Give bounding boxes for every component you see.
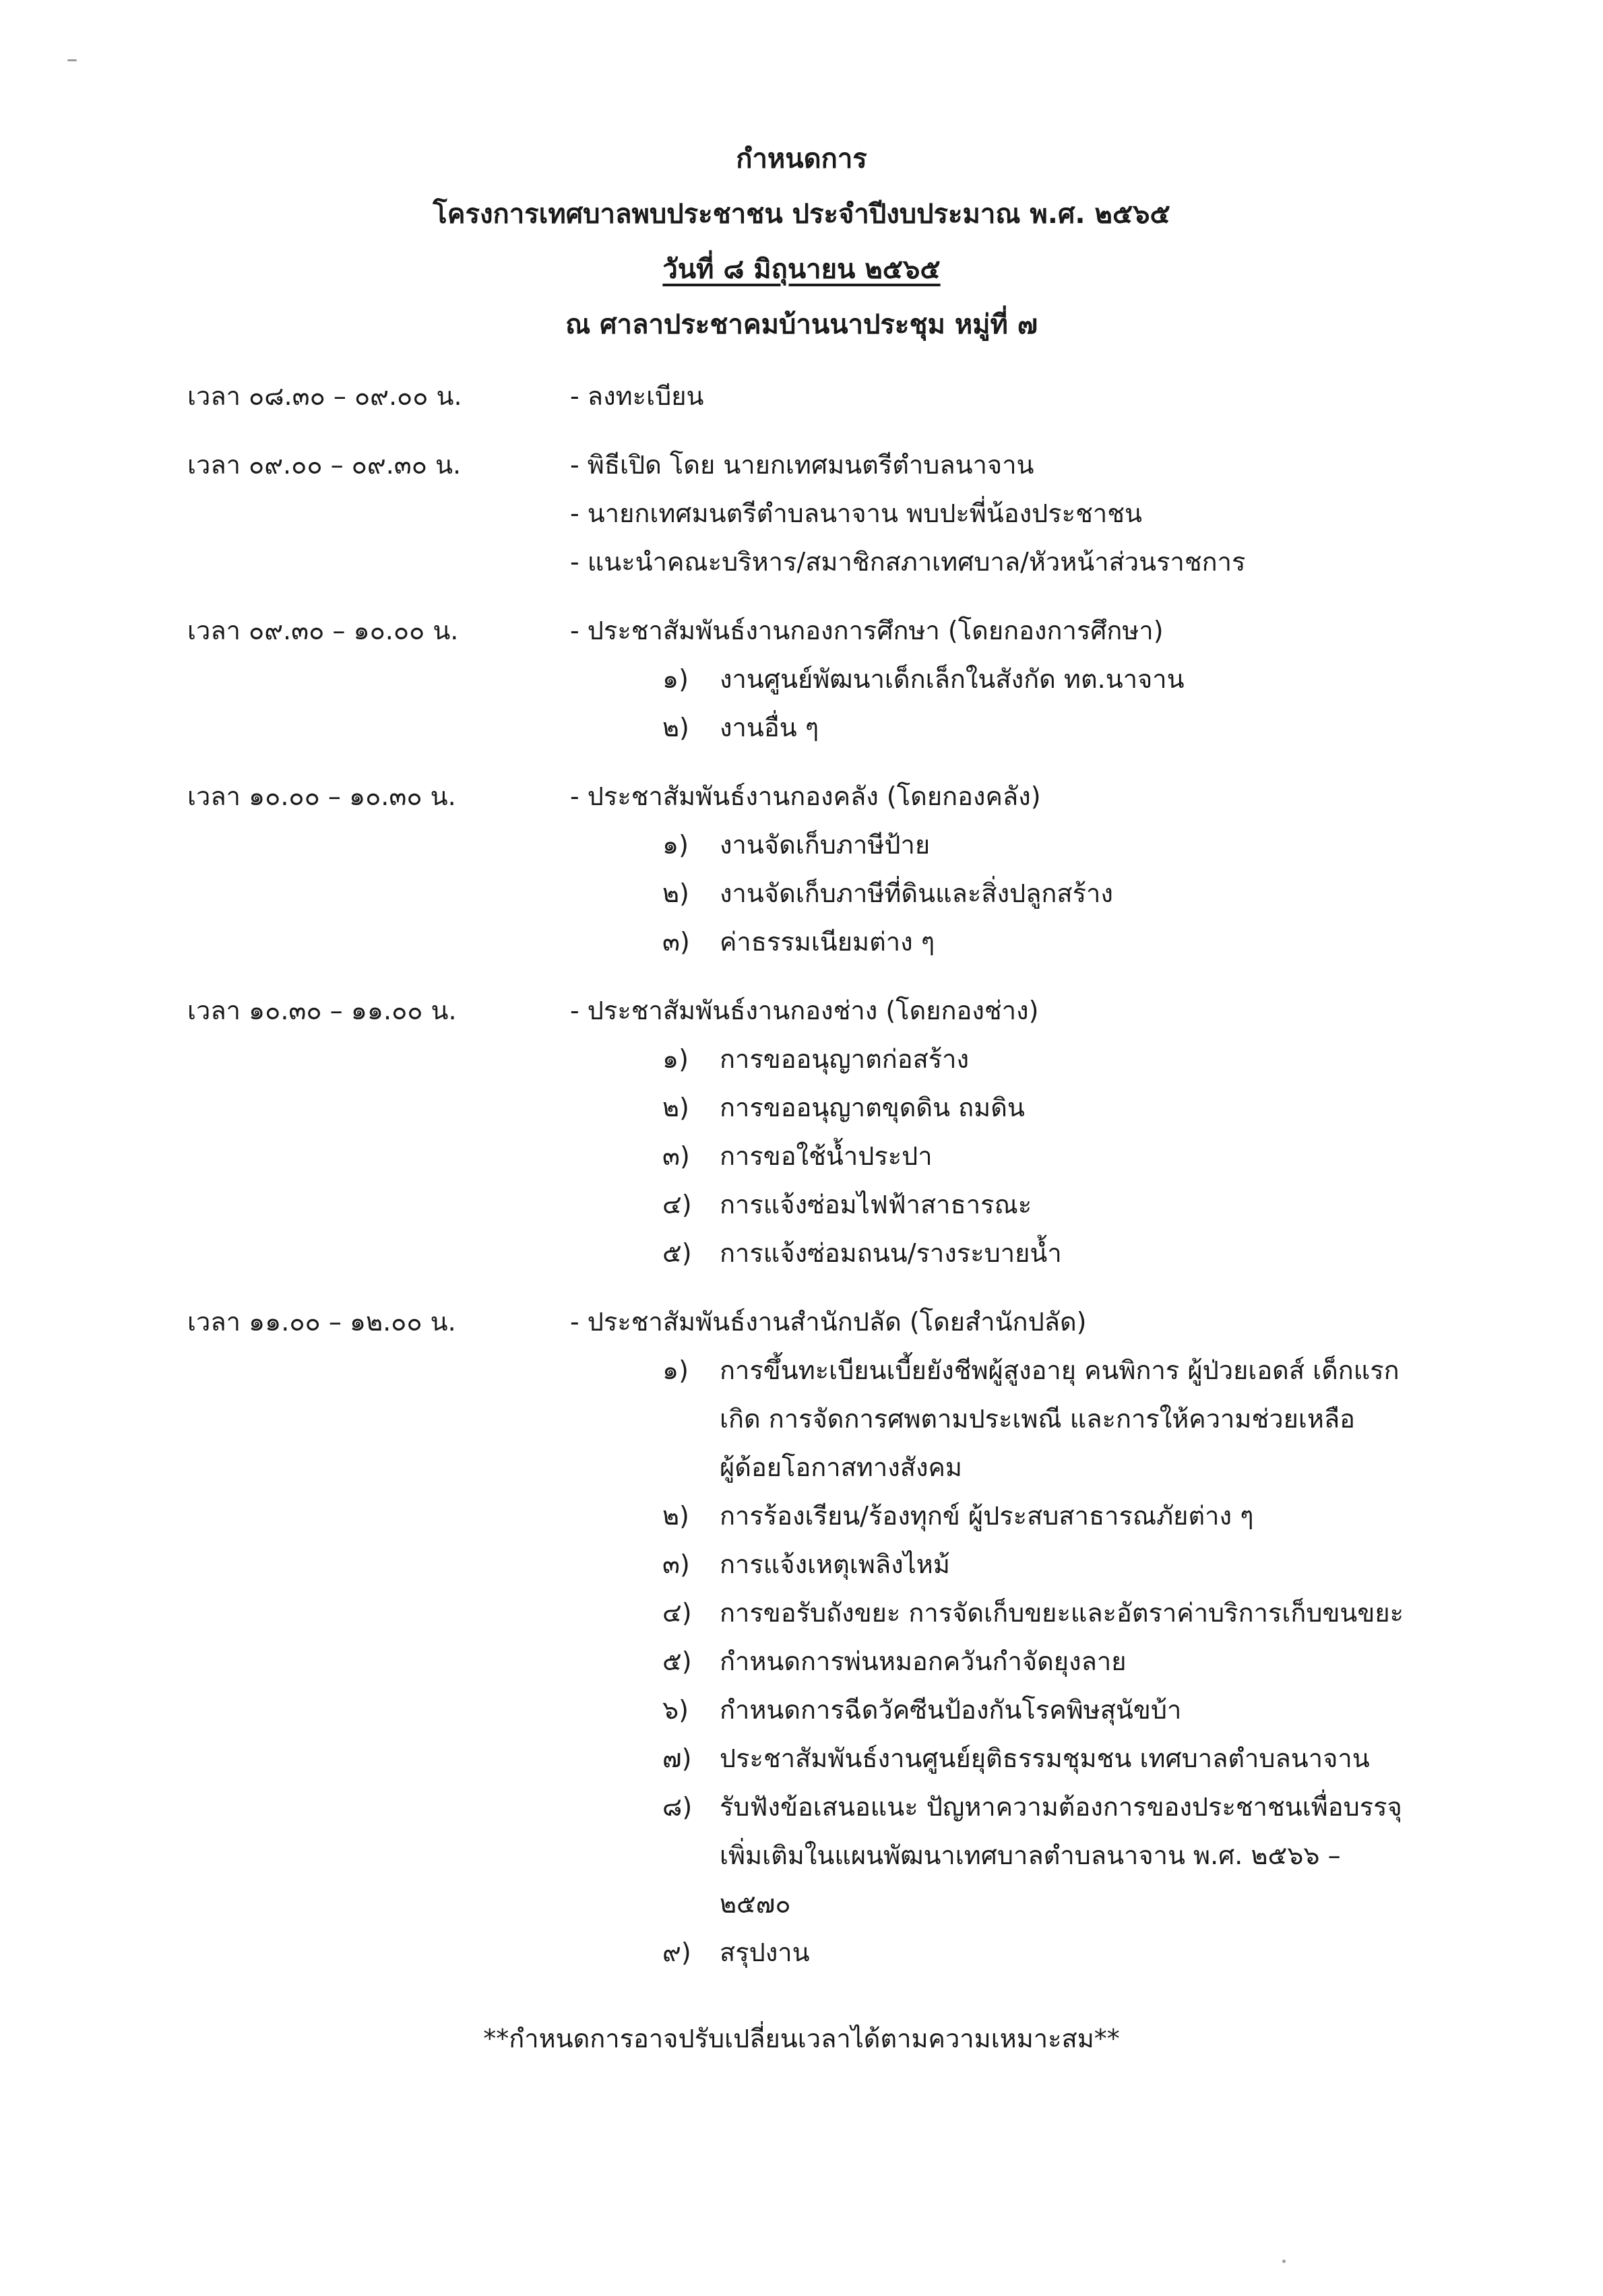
sub-item-line: งานอื่น ๆ	[720, 713, 819, 742]
sub-item-text	[720, 1928, 1434, 1977]
sub-item-text	[720, 655, 1434, 703]
sub-item-number: ๔)	[662, 1190, 692, 1219]
document-title: กำหนดการ	[736, 144, 867, 174]
sub-item-number: ๒)	[662, 1093, 689, 1122]
agenda-sub-item	[187, 655, 1441, 703]
sub-item-number: ๙)	[662, 1938, 691, 1967]
agenda-sub-item	[187, 1229, 1441, 1277]
sub-item-number: ๕)	[662, 1238, 692, 1268]
agenda-time: เวลา ๐๙.๐๐ – ๐๙.๓๐ น.	[187, 450, 462, 480]
agenda-time: เวลา ๑๐.๐๐ – ๑๐.๓๐ น.	[187, 782, 456, 811]
sub-item-text	[720, 1346, 1434, 1492]
event-date: วันที่ ๘ มิถุนายน ๒๕๖๕	[662, 254, 941, 285]
sub-item-number: ๓)	[662, 927, 690, 957]
sub-item-text	[720, 918, 1434, 966]
agenda-row	[187, 372, 1441, 420]
sub-item-number: ๑)	[662, 1356, 689, 1385]
sub-item-line: ประชาสัมพันธ์งานศูนย์ยุติธรรมชุมชน เทศบาลตำบลนาจาน	[720, 1744, 1370, 1773]
event-venue: ณ ศาลาประชาคมบ้านนาประชุม หมู่ที่ ๗	[565, 309, 1038, 340]
agenda-block	[187, 772, 1441, 966]
sub-item-text	[720, 1132, 1434, 1180]
agenda-row	[187, 606, 1441, 655]
sub-item-number: ๕)	[662, 1647, 692, 1676]
agenda-row	[187, 538, 1441, 586]
sub-item-number: ๘)	[662, 1792, 693, 1822]
sub-item-text	[720, 1540, 1434, 1589]
agenda-row	[187, 986, 1441, 1035]
sub-item-line: สรุปงาน	[720, 1938, 810, 1967]
sub-item-line: การแจ้งซ่อมถนน/รางระบายน้ำ	[720, 1238, 1062, 1268]
agenda-time: เวลา ๐๙.๓๐ – ๑๐.๐๐ น.	[187, 616, 459, 645]
sub-item-text	[720, 1734, 1434, 1783]
agenda-sub-item	[187, 1035, 1441, 1083]
agenda-sub-item	[187, 1346, 1441, 1492]
sub-item-text	[720, 1083, 1434, 1132]
sub-item-line: การขอใช้น้ำประปา	[720, 1141, 933, 1171]
sub-item-text	[720, 1637, 1434, 1686]
scan-speck	[1282, 2260, 1286, 2263]
agenda-topic: - ประชาสัมพันธ์งานสำนักปลัด (โดยสำนักปลัด)	[570, 1307, 1087, 1337]
sub-item-line: รับฟังข้อเสนอแนะ ปัญหาความต้องการของประชาชนเพื่อบรรจุ	[720, 1792, 1402, 1822]
sub-item-text	[720, 1589, 1434, 1637]
agenda-sub-item	[187, 1589, 1441, 1637]
agenda-sub-item	[187, 1637, 1441, 1686]
sub-item-number: ๖)	[662, 1695, 689, 1725]
agenda-block	[187, 986, 1441, 1277]
agenda-row	[187, 1298, 1441, 1346]
agenda-sub-item	[187, 1540, 1441, 1589]
sub-item-text	[720, 1783, 1434, 1928]
agenda-topic: - ประชาสัมพันธ์งานกองการศึกษา (โดยกองการศึกษา)	[570, 616, 1164, 645]
agenda-sub-item	[187, 821, 1441, 869]
sub-item-line: การขอรับถังขยะ การจัดเก็บขยะและอัตราค่าบริการเก็บขนขยะ	[720, 1598, 1404, 1628]
agenda-sub-item	[187, 1783, 1441, 1928]
sub-item-text	[720, 1229, 1434, 1277]
agenda-row	[187, 489, 1441, 538]
sub-item-number: ๓)	[662, 1141, 690, 1171]
sub-item-line: การแจ้งเหตุเพลิงไหม้	[720, 1550, 950, 1579]
sub-item-text	[720, 1686, 1434, 1734]
agenda-topic: - ประชาสัมพันธ์งานกองคลัง (โดยกองคลัง)	[570, 782, 1041, 811]
sub-item-line: ค่าธรรมเนียมต่าง ๆ	[720, 927, 935, 957]
agenda-time: เวลา ๑๐.๓๐ – ๑๑.๐๐ น.	[187, 996, 457, 1025]
agenda-topic: - พิธีเปิด โดย นายกเทศมนตรีตำบลนาจาน	[570, 450, 1034, 480]
sub-item-number: ๔)	[662, 1598, 692, 1628]
agenda-topic: - แนะนำคณะบริหาร/สมาชิกสภาเทศบาล/หัวหน้าส่วนราชการ	[570, 547, 1246, 577]
agenda-block	[187, 606, 1441, 752]
agenda-list	[187, 372, 1441, 1997]
sub-item-line: การร้องเรียน/ร้องทุกข์ ผู้ประสบสาธารณภัยต่าง ๆ	[720, 1501, 1254, 1531]
sub-item-line: กำหนดการฉีดวัคซีนป้องกันโรคพิษสุนัขบ้า	[720, 1695, 1182, 1725]
agenda-sub-item	[187, 1083, 1441, 1132]
sub-item-number: ๓)	[662, 1550, 690, 1579]
sub-item-line: งานจัดเก็บภาษีที่ดินและสิ่งปลูกสร้าง	[720, 879, 1113, 908]
agenda-sub-item	[187, 869, 1441, 918]
sub-item-line: งานศูนย์พัฒนาเด็กเล็กในสังกัด ทต.นาจาน	[720, 664, 1185, 694]
sub-item-line: เกิด การจัดการศพตามประเพณี และการให้ความช่วยเหลือ	[720, 1404, 1355, 1434]
sub-item-line: การขออนุญาตก่อสร้าง	[720, 1044, 970, 1074]
agenda-block	[187, 1298, 1441, 1977]
sub-item-text	[720, 1035, 1434, 1083]
sub-item-text	[720, 821, 1434, 869]
agenda-block	[187, 441, 1441, 586]
sub-item-text	[720, 869, 1434, 918]
sub-item-number: ๗)	[662, 1744, 692, 1773]
sub-item-text	[720, 1180, 1434, 1229]
sub-item-number: ๒)	[662, 1501, 689, 1531]
sub-item-number: ๑)	[662, 664, 689, 694]
agenda-block	[187, 372, 1441, 420]
agenda-sub-item	[187, 1132, 1441, 1180]
agenda-time: เวลา ๑๑.๐๐ – ๑๒.๐๐ น.	[187, 1307, 456, 1337]
sub-item-number: ๑)	[662, 1044, 689, 1074]
agenda-topic: - นายกเทศมนตรีตำบลนาจาน พบปะพี่น้องประชาชน	[570, 499, 1142, 528]
sub-item-line: การขึ้นทะเบียนเบี้ยยังชีพผู้สูงอายุ คนพิการ ผู้ป่วยเอดส์ เด็กแรก	[720, 1356, 1400, 1385]
sub-item-number: ๒)	[662, 879, 689, 908]
agenda-sub-item	[187, 703, 1441, 752]
sub-item-line: ผู้ด้อยโอกาสทางสังคม	[720, 1453, 962, 1482]
agenda-sub-item	[187, 1180, 1441, 1229]
sub-item-line: งานจัดเก็บภาษีป้าย	[720, 830, 931, 860]
footer-note: **กำหนดการอาจปรับเปลี่ยนเวลาได้ตามความเหมาะสม**	[483, 2024, 1120, 2053]
agenda-sub-item	[187, 1492, 1441, 1540]
event-date-line	[0, 242, 1603, 297]
sub-item-line: การขออนุญาตขุดดิน ถมดิน	[720, 1093, 1025, 1122]
sub-item-text	[720, 703, 1434, 752]
sub-item-line: เพิ่มเติมในแผนพัฒนาเทศบาลตำบลนาจาน พ.ศ. ๒๕๖๖ –	[720, 1841, 1341, 1870]
sub-item-number: ๑)	[662, 830, 689, 860]
sub-item-line: การแจ้งซ่อมไฟฟ้าสาธารณะ	[720, 1190, 1032, 1219]
agenda-row	[187, 441, 1441, 489]
scan-speck	[67, 59, 77, 61]
sub-item-text	[720, 1492, 1434, 1540]
agenda-topic: - ประชาสัมพันธ์งานกองช่าง (โดยกองช่าง)	[570, 996, 1039, 1025]
agenda-time: เวลา ๐๘.๓๐ – ๐๙.๐๐ น.	[187, 381, 462, 411]
agenda-row	[187, 772, 1441, 821]
sub-item-line: ๒๕๗๐	[720, 1889, 791, 1919]
agenda-sub-item	[187, 1686, 1441, 1734]
agenda-sub-item	[187, 918, 1441, 966]
agenda-topic: - ลงทะเบียน	[570, 381, 704, 411]
sub-item-line: กำหนดการพ่นหมอกควันกำจัดยุงลาย	[720, 1647, 1127, 1676]
sub-item-number: ๒)	[662, 713, 689, 742]
agenda-sub-item	[187, 1928, 1441, 1977]
agenda-sub-item	[187, 1734, 1441, 1783]
project-name: โครงการเทศบาลพบประชาชน ประจำปีงบประมาณ พ.ศ. ๒๕๖๕	[433, 199, 1170, 230]
document-header	[0, 131, 1603, 352]
